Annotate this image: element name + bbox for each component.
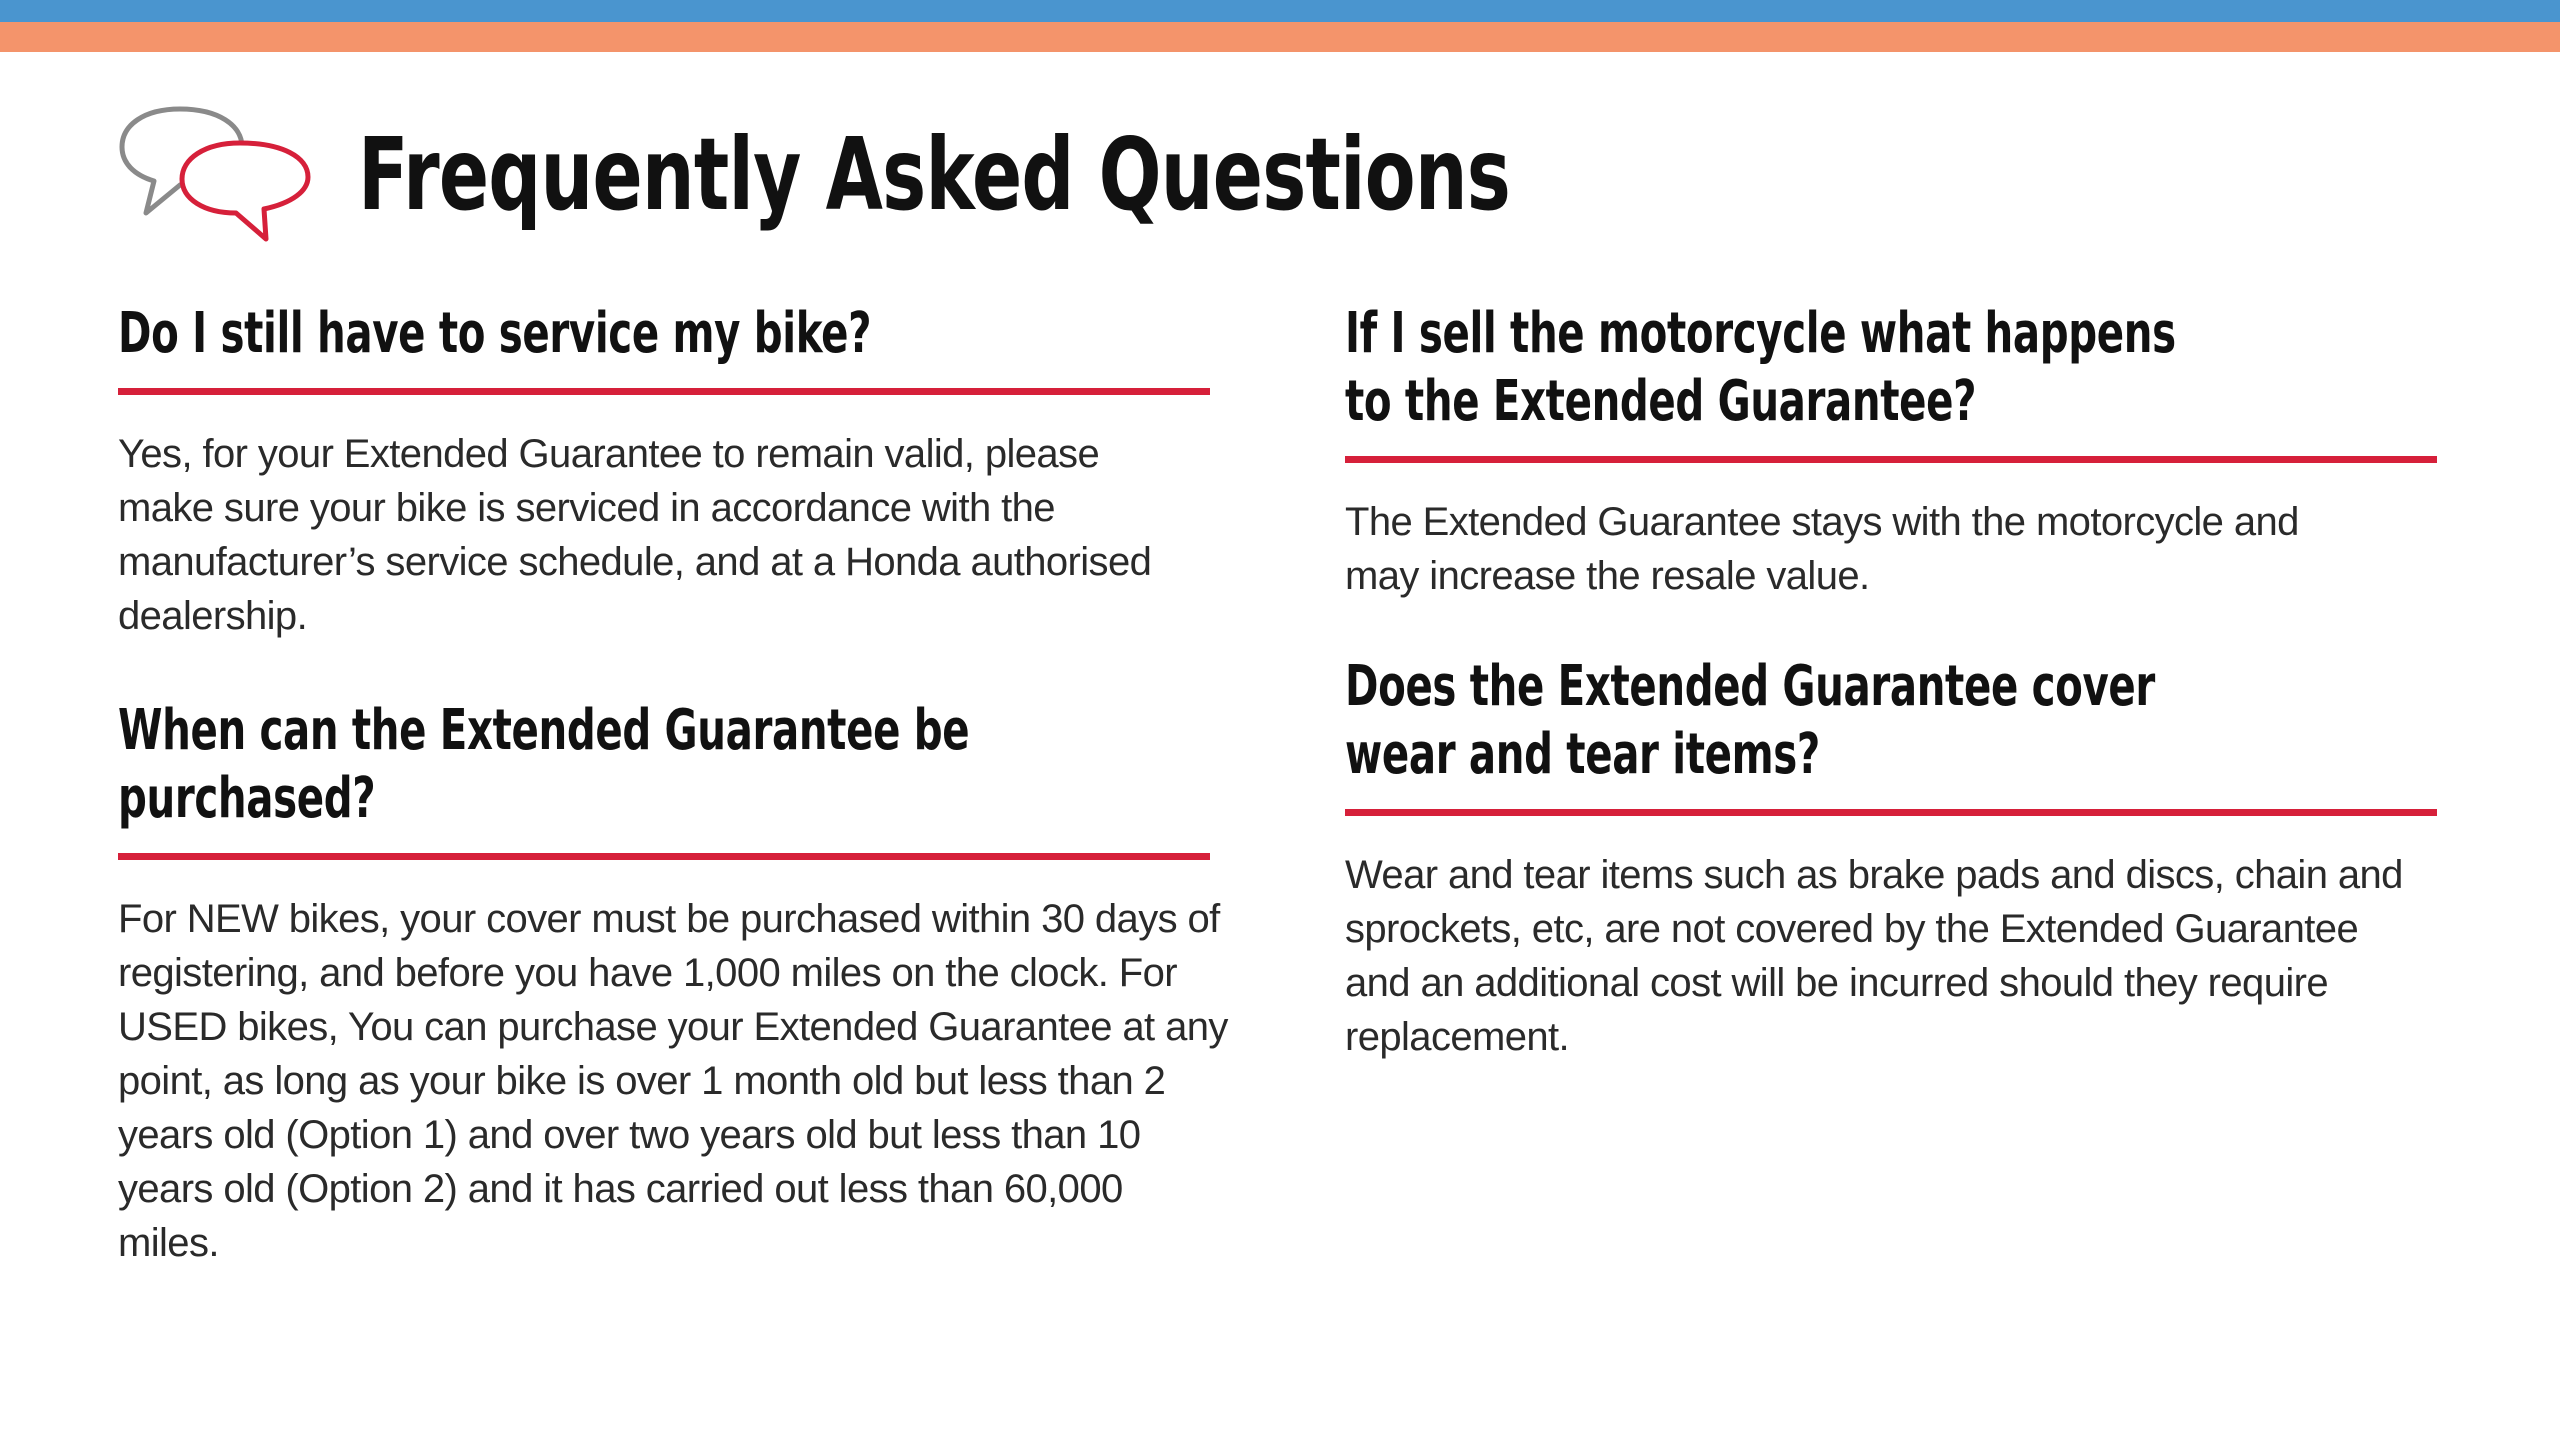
faq-answer: For NEW bikes, your cover must be purchased within 30 days of registering, and before you have 1,000 miles on the clock. For USED bikes, You can purchase your Extended Guarantee at any point, as long as your bike is over 1 month old but less than 2 years old (Option 1) and over two years old but less than 10 years old (Option 2) and it has carried out less than 60,000 miles.	[118, 897, 1228, 1265]
faq-item	[118, 697, 1228, 1270]
faq-question: If I sell the motorcycle what happens to the Extended Guarantee?	[1345, 301, 2176, 434]
divider	[118, 388, 1210, 395]
top-stripe-blue	[0, 0, 2560, 22]
page-title: Frequently Asked Questions	[358, 116, 1511, 233]
faq-answer: The Extended Guarantee stays with the motorcycle and may increase the resale value.	[1345, 500, 2299, 598]
faq-answer: Wear and tear items such as brake pads and discs, chain and sprockets, etc, are not covered by the Extended Guarantee and an additional cost will be incurred should they require replacement.	[1345, 853, 2403, 1059]
faq-column-right	[1345, 300, 2437, 1064]
top-stripe-orange	[0, 22, 2560, 52]
divider	[1345, 456, 2437, 463]
faq-item	[1345, 300, 2437, 603]
faq-item	[1345, 653, 2437, 1064]
divider	[118, 853, 1210, 860]
faq-question: Does the Extended Guarantee cover wear and tear items?	[1345, 654, 2155, 787]
page-header	[118, 100, 1915, 250]
faq-column-left	[118, 300, 1228, 1270]
speech-bubbles-icon	[118, 101, 314, 249]
divider	[1345, 809, 2437, 816]
faq-question: When can the Extended Guarantee be purchased?	[118, 698, 970, 831]
faq-answer: Yes, for your Extended Guarantee to remain valid, please make sure your bike is serviced in accordance with the manufacturer’s service schedule, and at a Honda authorised dealership.	[118, 432, 1152, 638]
faq-question: Do I still have to service my bike?	[118, 301, 872, 366]
faq-item	[118, 300, 1210, 643]
